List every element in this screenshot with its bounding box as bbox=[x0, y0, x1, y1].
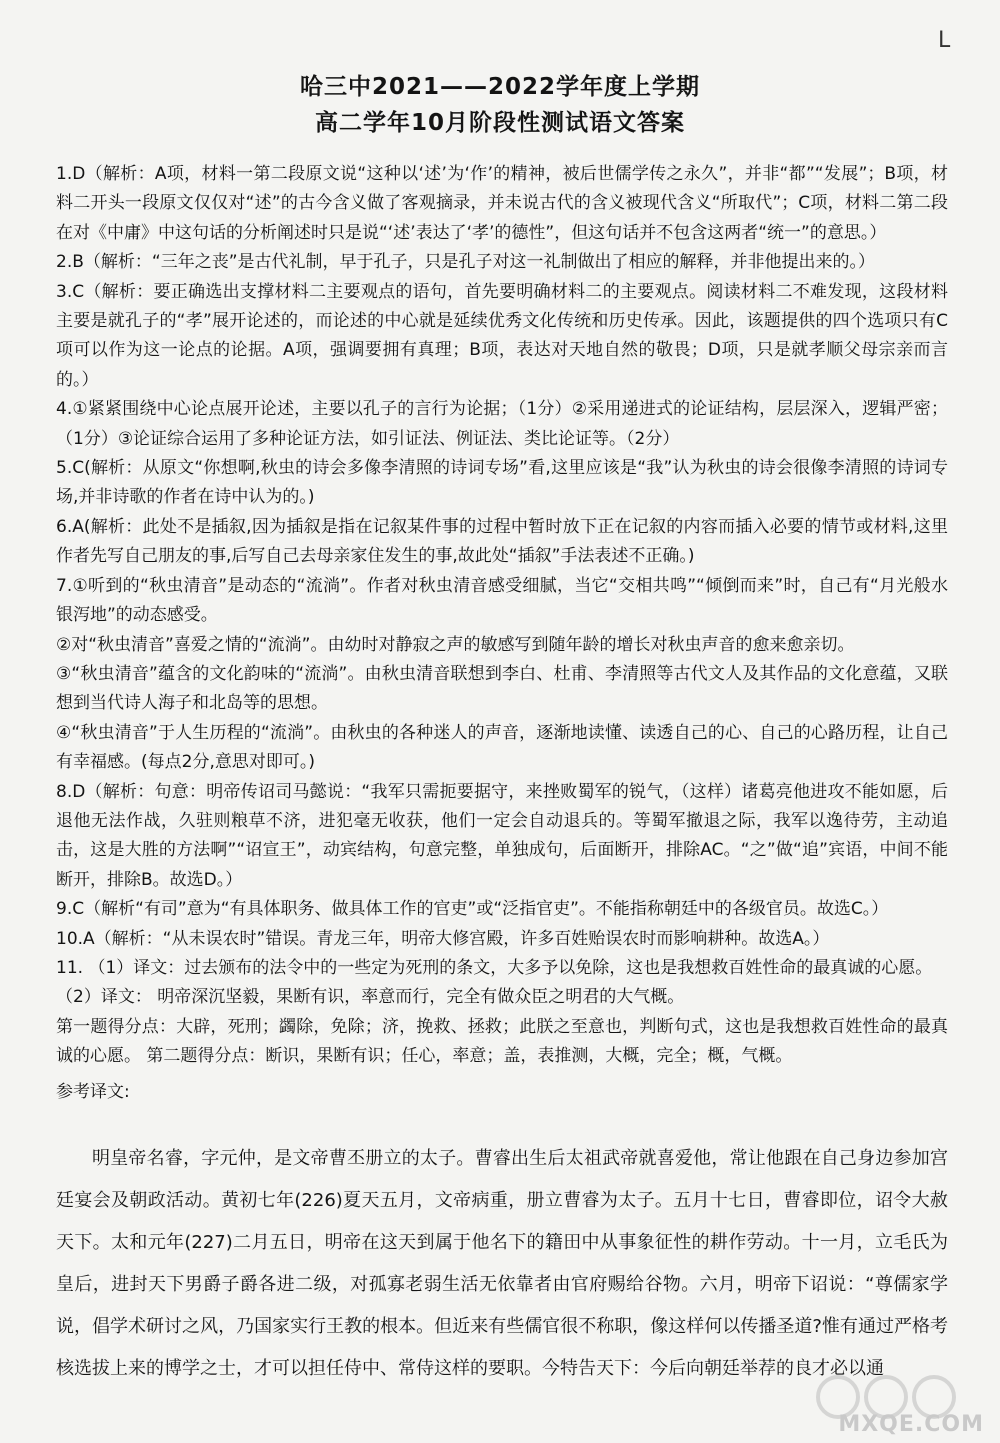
translation-paragraph: 明皇帝名睿，字元仲，是文帝曹丕册立的太子。曹睿出生后太祖武帝就喜爱他，常让他跟在自己身边参加宫廷宴会及朝政活动。黄初七年(226)夏天五月，文帝病重，册立曹睿为太子。五月十七日，曹睿即位，诏令大赦天下。太和元年(227)二月五日，明帝在这天到属于他名下的籍田中从事象征性的耕作劳动。十一月，立毛氏为皇后，进封天下男爵子爵各进二级，对孤寡老弱生活无依靠者由官府赐给谷物。六月，明帝下诏说：“尊儒家学说，倡学术研讨之风，乃国家实行王教的根本。但近来有些儒官很不称职，像这样何以传播圣道?惟有通过严格考核选拔上来的博学之士，才可以担任侍中、常侍这样的要职。今特告天下：今后向朝廷举荐的良才必以通 bbox=[56, 1148, 948, 1379]
answer-7-point-4: ④“秋虫清音”于人生历程的“流淌”。由秋虫的各种迷人的声音，逐渐地读懂、读透自己的心、自己的心路历程，让自己有幸福感。(每点2分,意思对即可。) bbox=[56, 722, 948, 773]
answer-list bbox=[56, 160, 948, 1107]
answer-7-point-3: ③“秋虫清音”蕴含的文化韵味的“流淌”。由秋虫清音联想到李白、杜甫、李清照等古代文人及其作品的文化意蕴，又联想到当代诗人海子和北岛等的思想。 bbox=[56, 663, 948, 714]
answer-2: 2.B（解析：“三年之丧”是古代礼制，早于孔子，只是孔子对这一礼制做出了相应的解释，并非他提出来的。） bbox=[56, 252, 875, 273]
answer-10: 10.A（解析：“从未误农时”错误。青龙三年，明帝大修宫殿，许多百姓贻误农时而影响耕种。故选A。） bbox=[56, 928, 830, 949]
answer-9: 9.C（解析“有司”意为“有具体职务、做具体工作的官吏”或“泛指官吏”。不能指称朝廷中的各级官员。故选C。） bbox=[56, 899, 889, 920]
answer-8: 8.D（解析：句意：明帝传诏司马懿说：“我军只需扼要据守，来挫败蜀军的锐气，（这样）诸葛亮他进攻不能如愿，后退他无法作战，久驻则粮草不济，进犯毫无收获，他们一定会自动退兵的。等蜀军撤退之际，我军以逸待劳，主动追击，这是大胜的方法啊”“诏宣王”，动宾结构，句意完整，单独成句，后面断开，排除AC。“之”做“追”宾语，中间不能断开，排除B。故选D。） bbox=[56, 781, 948, 890]
answer-11-part-1: 11. （1）译文：过去颁布的法令中的一些定为死刑的条文，大多予以免除，这也是我想救百姓性命的最真诚的心愿。 bbox=[56, 957, 933, 978]
answer-6: 6.A(解析：此处不是插叙,因为插叙是指在记叙某件事的过程中暂时放下正在记叙的内容而插入必要的情节或材料,这里作者先写自己朋友的事,后写自己去母亲家住发生的事,故此处“插叙”手法表述不正确。) bbox=[56, 516, 948, 567]
answer-11-part-2: （2）译文： 明帝深沉坚毅，果断有识，率意而行，完全有做众臣之明君的大气概。 bbox=[56, 987, 685, 1008]
answer-7-point-2: ②对“秋虫清音”喜爱之情的“流淌”。由幼时对静寂之声的敏感写到随年龄的增长对秋虫声音的愈来愈亲切。 bbox=[56, 634, 855, 655]
page-title: 哈三中2021——2022学年度上学期 bbox=[299, 74, 701, 100]
page-subtitle: 高二学年10月阶段性测试语文答案 bbox=[314, 110, 685, 136]
answer-5: 5.C(解析：从原文“你想啊,秋虫的诗会多像李清照的诗词专场”看,这里应该是“我”认为秋虫的诗会很像李清照的诗词专场,并非诗歌的作者在诗中认为的。) bbox=[56, 458, 948, 508]
answer-3: 3.C（解析：要正确选出支撑材料二主要观点的语句，首先要明确材料二的主要观点。阅读材料二不难发现，这段材料主要是就孔子的“孝”展开论述的，而论述的中心就是延续优秀文化传统和历史传承。因此，该题提供的四个选项只有C项可以作为这一论点的论据。A项，强调要拥有真理；B项，表达对天地自然的敬畏；D项，只是就孝顺父母宗亲而言的。） bbox=[56, 281, 948, 390]
answer-4: 4.①紧紧围绕中心论点展开论述，主要以孔子的言行为论据；（1分）②采用递进式的论证结构，层层深入，逻辑严密；（1分）③论证综合运用了多种论证方法，如引证法、例证法、类比论证等。（2分） bbox=[56, 399, 948, 449]
reference-title: 参考译文: bbox=[56, 1081, 130, 1102]
watermark-text: MXQE.COM bbox=[838, 1412, 984, 1437]
answer-7-point-1: 7.①听到的“秋虫清音”是动态的“流淌”。作者对秋虫清音感受细腻，当它“交相共鸣”“倾倒而来”时，自己有“月光般水银泻地”的动态感受。 bbox=[56, 575, 948, 626]
answer-11-scoring: 第一题得分点：大辟，死刑；蠲除，免除；济，挽救、拯救；此朕之至意也，判断句式，这也是我想救百姓性命的最真诚的心愿。 第二题得分点：断识，果断有识；任心，率意；盖，表推测，大概，完全；概，气概。 bbox=[56, 1016, 948, 1067]
answer-1: 1.D（解析：A项，材料一第二段原文说“这种以‘述’为‘作’的精神，被后世儒学传之永久”，并非“都”“发展”；B项，材料二开头一段原文仅仅对“述”的古今含义做了客观摘录，并未说古代的含义被现代含义“所取代”；C项，材料二第二段在对《中庸》中这句话的分析阐述时只是说“‘述’表达了‘孝’的德性”，但这句话并不包含这两者“统一”的意思。） bbox=[56, 164, 948, 243]
reference-translation bbox=[56, 1138, 948, 1390]
corner-mark: L bbox=[938, 28, 951, 53]
